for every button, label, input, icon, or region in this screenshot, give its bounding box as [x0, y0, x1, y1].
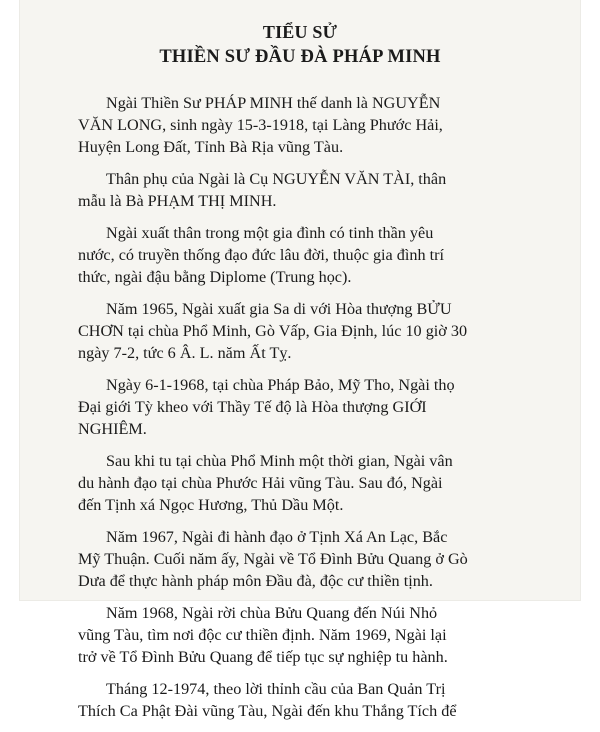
text-line: trở về Tổ Đình Bửu Quang để tiếp tục sự nghiệp tu hành. — [78, 648, 448, 666]
text-line: Huyện Long Đất, Tỉnh Bà Rịa vũng Tàu. — [78, 138, 344, 156]
paragraph — [78, 602, 544, 668]
paragraph — [78, 222, 544, 288]
text-line: du hành đạo tại chùa Phước Hải vũng Tàu. Sau đó, Ngài — [78, 474, 443, 492]
text-line: thức, ngài đậu bằng Diplome (Trung học). — [78, 268, 352, 286]
paragraph — [78, 168, 544, 212]
text-line: vũng Tàu, tìm nơi độc cư thiền định. Năm 1969, Ngài lại — [78, 626, 447, 644]
text-line: Dưa để thực hành pháp môn Đầu đà, độc cư thiền tịnh. — [78, 572, 433, 590]
text-line: NGHIÊM. — [78, 420, 147, 438]
text-line: Ngày 6-1-1968, tại chùa Pháp Bảo, Mỹ Tho, Ngài thọ — [106, 376, 455, 394]
text-line: Ngài xuất thân trong một gia đình có tinh thần yêu — [106, 224, 434, 242]
text-line: Năm 1967, Ngài đi hành đạo ở Tịnh Xá An Lạc, Bắc — [106, 528, 448, 546]
text-line: mẫu là Bà PHẠM THỊ MINH. — [78, 192, 277, 210]
paragraph — [78, 374, 544, 440]
paragraph — [78, 678, 544, 722]
text-line: Mỹ Thuận. Cuối năm ấy, Ngài về Tổ Đình Bửu Quang ở Gò — [78, 550, 468, 568]
text-line: Thân phụ của Ngài là Cụ NGUYỄN VĂN TÀI, thân — [106, 170, 447, 188]
page-title: TIỂU SỬ — [262, 22, 338, 42]
text-line: Tháng 12-1974, theo lời thỉnh cầu của Ban Quản Trị — [106, 680, 446, 698]
text-line: đến Tịnh xá Ngọc Hương, Thủ Dầu Một. — [78, 496, 344, 514]
page-subtitle: THIỀN SƯ ĐẦU ĐÀ PHÁP MINH — [159, 47, 441, 67]
text-line: VĂN LONG, sinh ngày 15-3-1918, tại Làng Phước Hải, — [78, 116, 443, 134]
book-page — [20, 0, 580, 720]
text-line: Năm 1968, Ngài rời chùa Bửu Quang đến Núi Nhỏ — [106, 604, 438, 622]
text-line: Sau khi tu tại chùa Phổ Minh một thời gian, Ngài vân — [106, 452, 453, 470]
text-line: Thích Ca Phật Đài vũng Tàu, Ngài đến khu Thắng Tích để — [78, 702, 457, 720]
biography-body — [78, 92, 544, 732]
paragraph — [78, 450, 544, 516]
paragraph — [78, 92, 544, 158]
paragraph — [78, 526, 544, 592]
text-line: nước, có truyền thống đạo đức lâu đời, thuộc gia đình trí — [78, 246, 444, 264]
text-line: CHƠN tại chùa Phổ Minh, Gò Vấp, Gia Định, lúc 10 giờ 30 — [78, 322, 468, 340]
text-line: Ngài Thiền Sư PHÁP MINH thế danh là NGUYỄN — [106, 94, 441, 112]
paragraph — [78, 298, 544, 364]
text-line: Năm 1965, Ngài xuất gia Sa di với Hòa thượng BỬU — [106, 300, 452, 318]
text-line: Đại giới Tỳ kheo với Thầy Tế độ là Hòa thượng GIỚI — [78, 398, 427, 416]
text-line: ngày 7-2, tức 6 Â. L. năm Ất Tỵ. — [78, 344, 292, 362]
